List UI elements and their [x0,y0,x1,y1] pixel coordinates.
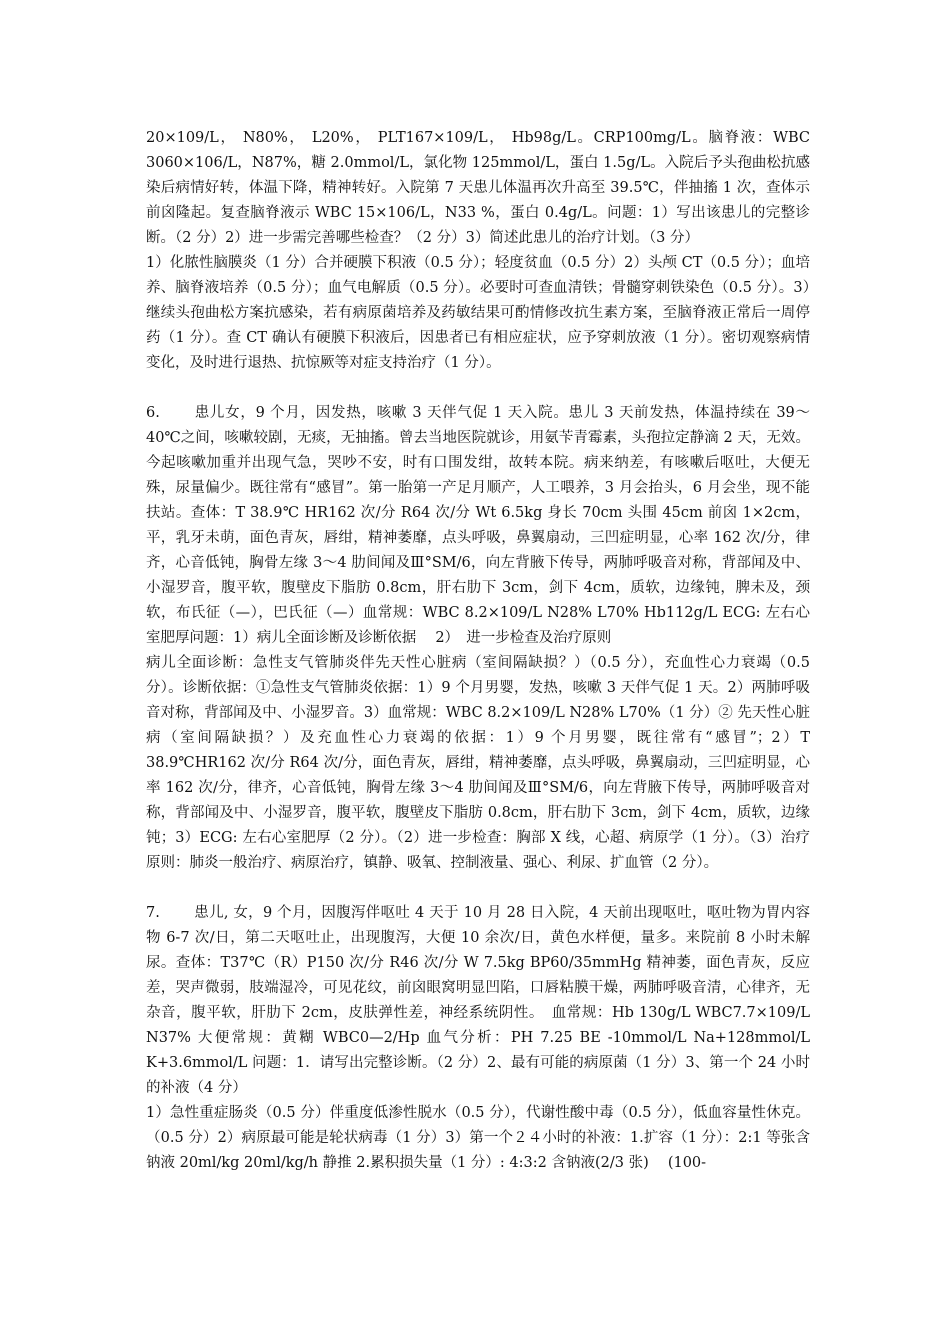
document-page [146,126,810,1176]
paragraph-gap [146,376,810,401]
case-7-answer: 1）急性重症肠炎（0.5 分）伴重度低渗性脱水（0.5 分），代谢性酸中毒（0.5 分），低血容量性休克。（0.5 分）2）病原最可能是轮状病毒（1 分）3）第一个２４小时的补液：1.扩容（1 分）：2:1 等张含钠液 20ml/kg 20ml/kg/h 静推 2.累积损失量（1 分）: 4:3:2 含钠液(2/3 张) (100- [146,1105,810,1171]
case-6-answer: 病儿全面诊断：急性支气管肺炎伴先天性心脏病（室间隔缺损？）（0.5 分），充血性心力衰竭（0.5 分）。诊断依据：①急性支气管肺炎依据：1）9 个月男婴，发热，咳嗽 3 天伴气促 1 天。2）两肺呼吸音对称，背部闻及中、小湿罗音。3）血常规：WBC 8.2×109/L N28% L70%（1 分）② 先天性心脏病（室间隔缺损？）及充血性心力衰竭的依据：1）9 个月男婴，既往常有“感冒”；2）T 38.9℃HR162 次/分 R64 次/分，面色青灰，唇绀，精神萎靡，点头呼吸，鼻翼扇动，三凹症明显，心率 162 次/分，律齐，心音低钝，胸骨左缘 3～4 肋间闻及Ⅲ°SM/6，向左背腋下传导，两肺呼吸音对称，背部闻及中、小湿罗音，腹平软，腹壁皮下脂肪 0.8cm，肝右肋下 3cm，剑下 4cm，质软，边缘钝；3）ECG: 左右心室肥厚（2 分）。（2）进一步检查：胸部 X 线，心超、病原学（1 分）。（3）治疗原则：肺炎一般治疗、病原治疗，镇静、吸氧、控制液量、强心、利尿、扩血管（2 分）。 [146,655,810,871]
case-7-question [146,901,810,1101]
paragraph-gap [146,876,810,901]
case-7-number: 7. [146,905,160,921]
case-7-text: 患儿, 女，9 个月，因腹泻伴呕吐 4 天于 10 月 28 日入院，4 天前出现呕吐，呕吐物为胃内容物 6-7 次/日，第二天呕吐止，出现腹泻，大便 10 余次/日，黄色水样便，量多。来院前 8 小时未解尿。查体：T37℃（R）P150 次/分 R46 次/分 W 7.5kg BP60/35mmHg 精神萎，面色青灰，反应差，哭声微弱，肢端湿冷，可见花纹，前囟眼窝明显凹陷，口唇粘膜干燥，两肺呼吸音清，心律齐，无杂音，腹平软，肝肋下 2cm，皮肤弹性差，神经系统阴性。 血常规：Hb 130g/L WBC7.7×109/L N37% 大便常规：黄糊 WBC0—2/Hp 血气分析：PH 7.25 BE -10mmol/L Na+128mmol/L K+3.6mmol/L 问题：1．请写出完整诊断。（2 分）2、最有可能的病原菌（1 分）3、第一个 24 小时的补液（4 分） [146,905,810,1096]
case-6-text: 患儿女，9 个月，因发热，咳嗽 3 天伴气促 1 天入院。患儿 3 天前发热，体温持续在 39～40℃之间，咳嗽较剧，无痰，无抽搐。曾去当地医院就诊，用氨苄青霉素，头孢拉定静滴 2 天，无效。今起咳嗽加重并出现气急，哭吵不安，时有口围发绀，故转本院。病来纳差，有咳嗽后呕吐，大便无殊，尿量偏少。既往常有“感冒”。第一胎第一产足月顺产，人工喂养，3 月会抬头，6 月会坐，现不能扶站。查体：T 38.9℃ HR162 次/分 R64 次/分 Wt 6.5kg 身长 70cm 头围 45cm 前囟 1×2cm，平，乳牙未萌，面色青灰，唇绀，精神萎靡，点头呼吸，鼻翼扇动，三凹症明显，心率 162 次/分，律齐，心音低钝，胸骨左缘 3～4 肋间闻及Ⅲ°SM/6，向左背腋下传导，两肺呼吸音对称，背部闻及中、小湿罗音，腹平软，腹壁皮下脂肪 0.8cm，肝右肋下 3cm，剑下 4cm，质软，边缘钝，脾未及，颈软，布氏征（—），巴氏征（—）血常规：WBC 8.2×109/L N28% L70% Hb112g/L ECG: 左右心室肥厚问题：1）病儿全面诊断及诊断依据 2） 进一步检查及治疗原则 [146,405,810,646]
case-6-number: 6. [146,405,160,421]
case-5-continuation: 20×109/L， N80%， L20%， PLT167×109/L， Hb98g/L。CRP100mg/L。脑脊液：WBC 3060×106/L，N87%，糖 2.0mmol/L，氯化物 125mmol/L，蛋白 1.5g/L。入院后予头孢曲松抗感染后病情好转，体温下降，精神转好。入院第 7 天患儿体温再次升高至 39.5℃，伴抽搐 1 次，查体示前囟隆起。复查脑脊液示 WBC 15×106/L，N33 %，蛋白 0.4g/L。问题：1）写出该患儿的完整诊断。（2 分）2）进一步需完善哪些检查？（2 分）3）简述此患儿的治疗计划。（3 分） [146,130,810,246]
case-5-answer: 1）化脓性脑膜炎（1 分）合并硬膜下积液（0.5 分）；轻度贫血（0.5 分）2）头颅 CT（0.5 分）；血培养、脑脊液培养（0.5 分）；血气电解质（0.5 分）。必要时可查血清铁；骨髓穿刺铁染色（0.5 分）。3）继续头孢曲松方案抗感染，若有病原菌培养及药敏结果可酌情修改抗生素方案，至脑脊液正常后一周停药（1 分）。查 CT 确认有硬膜下积液后，因患者已有相应症状，应予穿刺放液（1 分）。密切观察病情变化，及时进行退热、抗惊厥等对症支持治疗（1 分）。 [146,255,810,371]
case-6-question [146,401,810,651]
